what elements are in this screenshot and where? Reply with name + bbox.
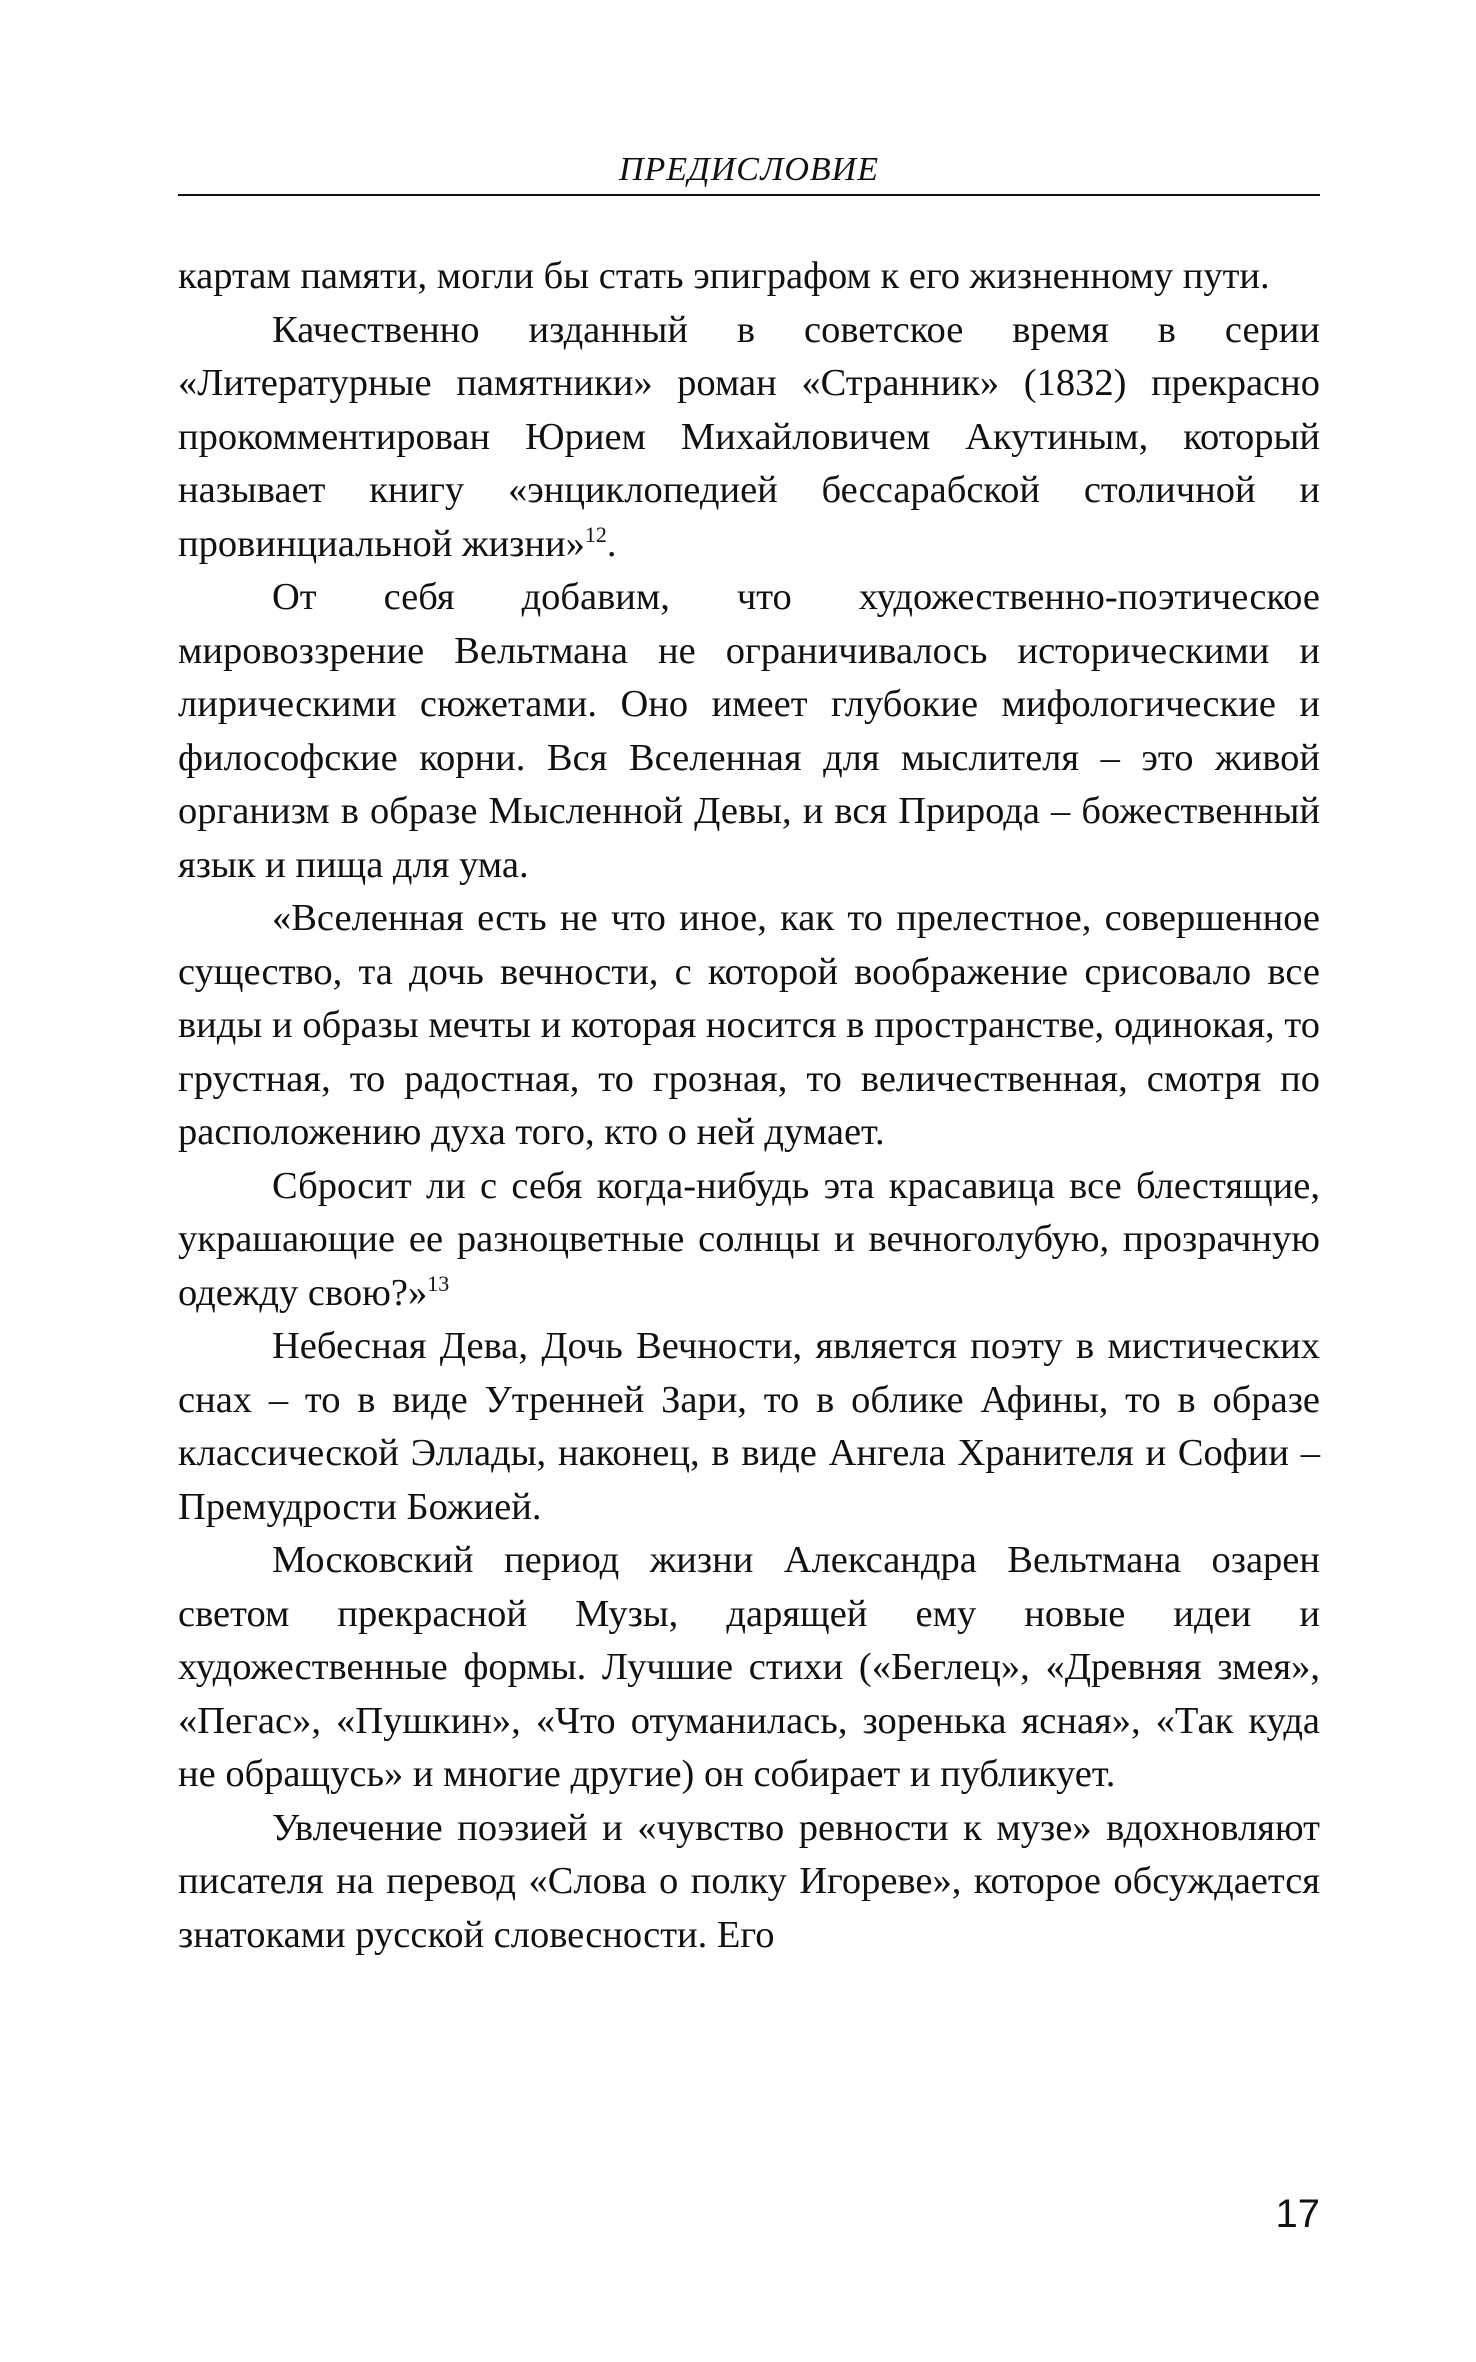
paragraph-text: От себя добавим, что художественно-поэтическое мировоззрение Вельтмана не ограничивалось историческими и лирическими сюжетами. Оно имеет глубокие мифологические и философские корни. Вся Вселенная для мыслителя – это живой организм в образе Мысленной Девы, и вся Природа – божественный язык и пища для ума. [178,576,1320,886]
quotation-paragraph [178,1160,1320,1321]
paragraph-text: «Вселенная есть не что иное, как то прелестное, совершенное существо, та дочь вечности, с которой воображение срисовало все виды и образы мечты и которая носится в пространстве, одинокая, то грустная, то радостная, то грозная, то величественная, смотря по расположению духа того, кто о ней думает. [178,897,1320,1153]
paragraph-text: Увлечение поэзией и «чувство ревности к музе» вдохновляют писателя на перевод «Слова о полку Игореве», которое обсуждается знатоками русской словесности. Его [178,1806,1320,1956]
paragraph-text: Небесная Дева, Дочь Вечности, является поэту в мистических снах – то в виде Утренней Зари, то в облике Афины, то в образе классической Эллады, наконец, в виде Ангела Хранителя и Софии – Премудрости Божией. [178,1325,1320,1528]
paragraph [178,1802,1320,1963]
paragraph-text: Сбросит ли с себя когда-нибудь эта красавица все блестящие, украшающие ее разноцветные солнцы и вечноголубую, прозрачную одежду свою?» [178,1164,1320,1314]
page-number: 17 [1275,2192,1320,2236]
paragraph [178,1320,1320,1534]
footnote-reference: 12 [584,521,607,547]
quotation-paragraph [178,892,1320,1160]
footnote-reference: 13 [427,1270,450,1296]
paragraph [178,1534,1320,1802]
paragraph-punctuation: . [606,522,617,565]
paragraph-text: картам памяти, могли бы стать эпиграфом к его жизненному пути. [178,255,1270,297]
running-head-title: ПРЕДИСЛОВИЕ [618,151,880,188]
paragraph [178,304,1320,572]
header-rule [178,194,1320,196]
paragraph-text: Московский период жизни Александра Вельтмана озарен светом прекрасной Музы, дарящей ему новые идеи и художественные формы. Лучшие стихи («Беглец», «Древняя змея», «Пегас», «Пушкин», «Что отуманилась, зоренька ясная», «Так куда не обращусь» и многие другие) он собирает и публикует. [178,1539,1320,1795]
paragraph [178,571,1320,892]
body-text [178,250,1320,1962]
paragraph-text: Качественно изданный в советское время в серии «Литературные памятники» роман «Странник» (1832) прекрасно прокомментирован Юрием Михайловичем Акутиным, который называет книгу «энциклопедией бессарабской столичной и провинциальной жизни» [178,308,1320,565]
paragraph-continuation [178,250,1320,304]
